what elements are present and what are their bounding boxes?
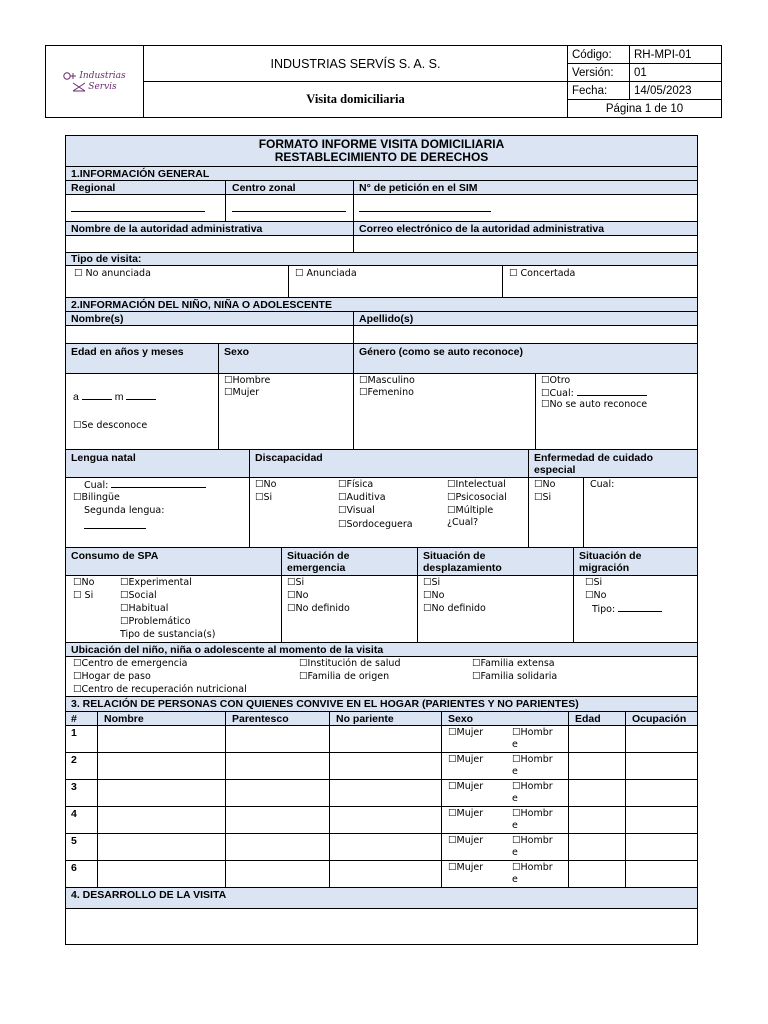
- peticion-sim-field[interactable]: [359, 203, 491, 212]
- section-1-heading: [66, 167, 697, 181]
- table-row: [66, 834, 697, 861]
- meses-label: m: [114, 391, 124, 403]
- centro-recuperacion-checkbox[interactable]: ☐Centro de recuperación nutricional: [73, 684, 247, 695]
- authority-fields: [66, 236, 697, 253]
- multiple-checkbox[interactable]: ☐Múltiple: [447, 505, 494, 516]
- col-ocupacion: Ocupación: [632, 713, 687, 725]
- familia-extensa-checkbox[interactable]: ☐Familia extensa: [472, 658, 555, 669]
- spa-situation-labels: [66, 548, 697, 576]
- visit-type-label-row: [66, 253, 697, 266]
- row-hombre-wrap: e: [512, 739, 518, 750]
- emergencia-no-checkbox[interactable]: ☐No: [287, 590, 309, 601]
- code-label: Código:: [568, 46, 630, 64]
- row-mujer-checkbox[interactable]: ☐Mujer: [448, 862, 484, 873]
- section-1-title: 1.INFORMACIÓN GENERAL: [71, 168, 210, 180]
- general-info-fields: [66, 195, 697, 222]
- migracion-no-checkbox[interactable]: ☐No: [585, 590, 607, 601]
- social-checkbox[interactable]: ☐Social: [120, 590, 157, 601]
- desplazamiento-no-checkbox[interactable]: ☐No: [423, 590, 445, 601]
- cual-genero-line: [577, 387, 647, 396]
- visit-development-field[interactable]: [66, 909, 697, 944]
- genero-label: Género (como se auto reconoce): [359, 346, 523, 358]
- desplazamiento-si-checkbox[interactable]: ☐Si: [423, 577, 441, 588]
- fisica-checkbox[interactable]: ☐Física: [338, 479, 374, 490]
- row-mujer-checkbox[interactable]: ☐Mujer: [448, 808, 484, 819]
- apellidos-label: Apellido(s): [359, 313, 414, 325]
- enfermedad-no-checkbox[interactable]: ☐No: [534, 479, 556, 490]
- row-number: 2: [71, 754, 77, 766]
- migracion-label-1: Situación de: [579, 550, 642, 562]
- table-row: [66, 780, 697, 807]
- row-number: 5: [71, 835, 77, 847]
- enfermedad-label-1: Enfermedad de cuidado: [534, 452, 654, 464]
- version-value: 01: [630, 64, 722, 82]
- enfermedad-label-2: especial: [534, 464, 576, 476]
- language-disability-fields: [66, 478, 697, 548]
- row-hombre-wrap: e: [512, 874, 518, 885]
- tools-icon: [63, 71, 77, 81]
- familia-solidaria-checkbox[interactable]: ☐Familia solidaria: [472, 671, 558, 682]
- table-row: [66, 753, 697, 780]
- migracion-si-checkbox[interactable]: ☐Si: [585, 577, 603, 588]
- centro-zonal-field[interactable]: [232, 203, 346, 212]
- spa-situation-fields: [66, 576, 697, 643]
- row-number: 1: [71, 727, 77, 739]
- anunciada-checkbox[interactable]: ☐ Anunciada: [295, 268, 357, 279]
- company-logo: [46, 46, 144, 118]
- row-mujer-checkbox[interactable]: ☐Mujer: [448, 727, 484, 738]
- correo-label: Correo electrónico de la autoridad administrativa: [359, 223, 605, 235]
- cual-discapacidad-label: ¿Cual?: [447, 517, 479, 528]
- section-3-heading: [66, 697, 697, 712]
- date-value: 14/05/2023: [630, 82, 722, 100]
- consumo-spa-label: Consumo de SPA: [71, 550, 159, 562]
- row-hombre-wrap: e: [512, 793, 518, 804]
- row-hombre-checkbox[interactable]: ☐Hombr: [512, 727, 553, 738]
- col-parentesco: Parentesco: [232, 713, 289, 725]
- visit-type-options: [66, 266, 697, 298]
- migracion-tipo-label: Tipo:: [592, 604, 616, 615]
- general-info-labels: [66, 181, 697, 195]
- edad-label: Edad en años y meses: [71, 346, 184, 358]
- section-4-title: 4. DESARROLLO DE LA VISITA: [71, 889, 227, 901]
- col-number: #: [71, 713, 77, 725]
- age-sex-gender-labels: [66, 344, 697, 374]
- ubicacion-label: Ubicación del niño, niña o adolescente al momento de la visita: [71, 644, 384, 656]
- row-mujer-checkbox[interactable]: ☐Mujer: [448, 835, 484, 846]
- lengua-natal-label: Lengua natal: [71, 452, 136, 464]
- meses-line: [126, 391, 156, 400]
- enfermedad-cual-label: Cual:: [590, 479, 615, 490]
- logo-text-1: Industrias: [79, 70, 126, 81]
- code-value: RH-MPI-01: [630, 46, 722, 64]
- date-label: Fecha:: [568, 82, 630, 100]
- emergencia-label-1: Situación de: [287, 550, 350, 562]
- tipo-visita-label: Tipo de visita:: [71, 253, 142, 265]
- names-labels: [66, 312, 697, 326]
- centro-emergencia-checkbox[interactable]: ☐Centro de emergencia: [73, 658, 188, 669]
- peticion-sim-label: N° de petición en el SIM: [359, 182, 478, 194]
- row-number: 3: [71, 781, 77, 793]
- row-hombre-checkbox[interactable]: ☐Hombr: [512, 835, 553, 846]
- desplazamiento-no-definido-checkbox[interactable]: ☐No definido: [423, 603, 486, 614]
- hombre-checkbox[interactable]: ☐Hombre: [224, 375, 271, 386]
- row-hombre-checkbox[interactable]: ☐Hombr: [512, 862, 553, 873]
- desplazamiento-label-2: desplazamiento: [423, 562, 502, 574]
- spa-si-checkbox[interactable]: ☐ Si: [73, 590, 94, 601]
- problematico-checkbox[interactable]: ☐Problemático: [120, 616, 191, 627]
- lengua-cual-field[interactable]: [84, 479, 206, 492]
- document-title: Visita domiciliaria: [144, 82, 568, 118]
- row-hombre-wrap: e: [512, 847, 518, 858]
- autoridad-label: Nombre de la autoridad administrativa: [71, 223, 263, 235]
- desplazamiento-label-1: Situación de: [423, 550, 486, 562]
- company-name: INDUSTRIAS SERVÍS S. A. S.: [144, 46, 568, 82]
- bilingue-checkbox[interactable]: ☐Bilingüe: [73, 492, 120, 503]
- spa-no-checkbox[interactable]: ☐No: [73, 577, 95, 588]
- regional-field[interactable]: [71, 203, 205, 212]
- psicosocial-checkbox[interactable]: ☐Psicosocial: [447, 492, 507, 503]
- mujer-checkbox[interactable]: ☐Mujer: [224, 387, 260, 398]
- intelectual-checkbox[interactable]: ☐Intelectual: [447, 479, 506, 490]
- authority-labels: [66, 222, 697, 236]
- form-title-line1: FORMATO INFORME VISITA DOMICILIARIA: [258, 137, 505, 151]
- tipo-sustancia-label: Tipo de sustancia(s): [120, 629, 216, 640]
- auditiva-checkbox[interactable]: ☐Auditiva: [338, 492, 386, 503]
- lengua-cual-label: Cual:: [84, 480, 109, 491]
- emergencia-si-checkbox[interactable]: ☐Si: [287, 577, 305, 588]
- row-hombre-wrap: e: [512, 766, 518, 777]
- household-table-header: [66, 712, 697, 726]
- logo-text-2: Servis: [88, 81, 117, 92]
- segunda-lengua-field[interactable]: [84, 520, 146, 529]
- migracion-tipo-line: [618, 603, 662, 612]
- cual-genero-label: ☐Cual:: [541, 388, 574, 399]
- se-desconoce-checkbox[interactable]: ☐Se desconoce: [73, 420, 148, 431]
- habitual-checkbox[interactable]: ☐Habitual: [120, 603, 169, 614]
- hogar-paso-checkbox[interactable]: ☐Hogar de paso: [73, 671, 151, 682]
- edad-anios-field[interactable]: [73, 391, 156, 403]
- col-no-pariente: No pariente: [336, 713, 394, 725]
- row-hombre-wrap: e: [512, 820, 518, 831]
- visual-checkbox[interactable]: ☐Visual: [338, 505, 375, 516]
- section-3-title: 3. RELACIÓN DE PERSONAS CON QUIENES CONVIVE EN EL HOGAR (PARIENTES Y NO PARIENTES): [71, 698, 579, 710]
- lengua-cual-line: [111, 479, 206, 488]
- table-row: [66, 726, 697, 753]
- age-sex-gender-fields: [66, 374, 697, 450]
- masculino-checkbox[interactable]: ☐Masculino: [359, 375, 415, 386]
- language-disability-labels: [66, 450, 697, 478]
- emergencia-no-definido-checkbox[interactable]: ☐No definido: [287, 603, 350, 614]
- row-number: 6: [71, 862, 77, 874]
- discapacidad-si-checkbox[interactable]: ☐Si: [255, 492, 273, 503]
- anios-label: a: [73, 391, 79, 403]
- anios-line: [82, 391, 112, 400]
- discapacidad-no-checkbox[interactable]: ☐No: [255, 479, 277, 490]
- version-label: Versión:: [568, 64, 630, 82]
- regional-label: Regional: [71, 182, 116, 194]
- location-options: [66, 657, 697, 697]
- familia-origen-checkbox[interactable]: ☐Familia de origen: [299, 671, 390, 682]
- emergencia-label-2: emergencia: [287, 562, 346, 574]
- segunda-lengua-label: Segunda lengua:: [84, 505, 165, 516]
- sordoceguera-checkbox[interactable]: ☐Sordoceguera: [338, 519, 413, 530]
- col-nombre: Nombre: [104, 713, 144, 725]
- migracion-tipo-field[interactable]: [592, 603, 662, 616]
- femenino-checkbox[interactable]: ☐Femenino: [359, 387, 414, 398]
- section-2-heading: [66, 298, 697, 312]
- otro-checkbox[interactable]: ☐Otro: [541, 375, 571, 386]
- centro-zonal-label: Centro zonal: [232, 182, 296, 194]
- no-anunciada-checkbox[interactable]: ☐ No anunciada: [74, 268, 151, 279]
- concertada-checkbox[interactable]: ☐ Concertada: [509, 268, 576, 279]
- row-hombre-checkbox[interactable]: ☐Hombr: [512, 754, 553, 765]
- migracion-label-2: migración: [579, 562, 630, 574]
- enfermedad-si-checkbox[interactable]: ☐Si: [534, 492, 552, 503]
- home-visit-form: [65, 135, 698, 945]
- form-title: [66, 136, 697, 167]
- crossed-tools-icon: [72, 82, 86, 92]
- document-header: [45, 45, 721, 118]
- table-row: [66, 861, 697, 888]
- row-mujer-checkbox[interactable]: ☐Mujer: [448, 781, 484, 792]
- row-mujer-checkbox[interactable]: ☐Mujer: [448, 754, 484, 765]
- page-number: Página 1 de 10: [568, 100, 722, 118]
- section-2-title: 2.INFORMACIÓN DEL NIÑO, NIÑA O ADOLESCENTE: [71, 299, 332, 311]
- section-4-heading: [66, 888, 697, 909]
- sexo-label: Sexo: [224, 346, 250, 358]
- row-hombre-checkbox[interactable]: ☐Hombr: [512, 781, 553, 792]
- names-fields: [66, 326, 697, 344]
- col-sexo: Sexo: [448, 713, 474, 725]
- form-title-line2: RESTABLECIMIENTO DE DERECHOS: [274, 150, 489, 164]
- nombres-label: Nombre(s): [71, 313, 124, 325]
- institucion-salud-checkbox[interactable]: ☐Institución de salud: [299, 658, 401, 669]
- row-hombre-checkbox[interactable]: ☐Hombr: [512, 808, 553, 819]
- experimental-checkbox[interactable]: ☐Experimental: [120, 577, 192, 588]
- no-auto-reconoce-checkbox[interactable]: ☐No se auto reconoce: [541, 399, 648, 410]
- row-number: 4: [71, 808, 77, 820]
- table-row: [66, 807, 697, 834]
- col-edad: Edad: [575, 713, 601, 725]
- location-label-row: [66, 643, 697, 657]
- discapacidad-label: Discapacidad: [255, 452, 323, 464]
